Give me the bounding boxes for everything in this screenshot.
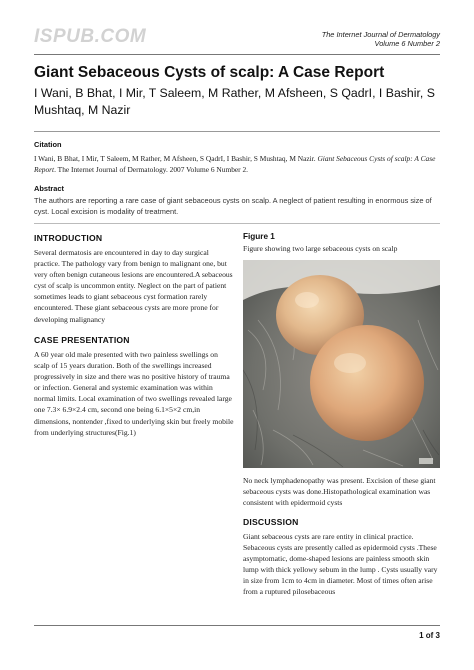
findings-text: No neck lymphadenopathy was present. Excision of these giant sebaceous cysts was done.Histopathological examination was consistent with epidermoid cysts xyxy=(243,476,436,508)
discussion-heading: DISCUSSION xyxy=(243,517,299,527)
page-header xyxy=(0,0,474,56)
abstract-divider xyxy=(34,223,440,224)
abstract-text: The authors are reporting a rare case of giant sebaceous cysts on scalp. A neglect of patient resulting in enormous size of cyst. Local excision is modality of treatment. xyxy=(34,196,432,216)
case-presentation-text: A 60 year old male presented with two painless swellings on scalp of 15 years duration. Both of the swellings increased progressively in size and there was no positive history of trauma or infection. General and systemic examination was within normal limits. Local examination of two swellings revealed large one 7.3× 6.9×2.4 cm, second one being 6.1×5×2 cm,in dimensions, nontender ,fixed to underlying skin but freely mobile from underlying structures(Fig.1) xyxy=(34,350,234,437)
citation-title: Giant Sebaceous Cysts of scalp: A Case Report xyxy=(34,154,436,174)
journal-volume: Volume 6 Number 2 xyxy=(374,39,440,48)
journal-info xyxy=(322,30,440,48)
citation-heading: Citation xyxy=(34,140,62,149)
title-divider xyxy=(34,131,440,132)
header-divider xyxy=(34,54,440,55)
citation-source: . The Internet Journal of Dermatology. 2007 Volume 6 Number 2. xyxy=(54,165,249,174)
citation-text xyxy=(34,153,444,175)
page-number: 1 of 3 xyxy=(419,631,440,640)
ispub-logo: ISPUB.COM xyxy=(34,26,147,47)
journal-name: The Internet Journal of Dermatology xyxy=(321,30,440,39)
case-presentation-heading: CASE PRESENTATION xyxy=(34,335,130,345)
introduction-text: Several dermatosis are encountered in day to day surgical practice. The pathology vary from benign to malignant one, but very often benign cutaneous lesions are encountered.A sebaceous cyst of scalp is uncommon entity. Neglect on the part of patient sometimes leads to giant sebaceous cyst formation rarely encountered. These giant sebaceous cysts are more prone for developing malignancy xyxy=(34,248,233,324)
citation-authors: I Wani, B Bhat, I Mir, T Saleem, M Rather, M Afsheen, S QadrI, I Bashir, S Mushtaq, M Nazir. xyxy=(34,154,318,163)
introduction-heading: INTRODUCTION xyxy=(34,233,103,243)
footer-divider xyxy=(34,625,440,626)
figure-label: Figure 1 xyxy=(243,232,275,241)
article-title: Giant Sebaceous Cysts of scalp: A Case Report xyxy=(34,64,385,81)
article-authors: I Wani, B Bhat, I Mir, T Saleem, M Rather, M Afsheen, S QadrI, I Bashir, S Mushtaq, M Nazir xyxy=(34,86,435,117)
figure-caption: Figure showing two large sebaceous cysts on scalp xyxy=(243,244,398,253)
scalp-cysts-photo xyxy=(243,260,440,468)
discussion-text: Giant sebaceous cysts are rare entity in clinical practice. Sebaceous cysts are presently called as epidermoid cysts .These asymptomatic, dome-shaped lesions are painless smooth skin lump with thick yellowy sebum in the lump . Cysts usually vary in size from 1cm to 4cm in diameter. Most of times often arise from a ruptured pilosebaceous xyxy=(243,532,438,597)
abstract-heading: Abstract xyxy=(34,184,64,193)
